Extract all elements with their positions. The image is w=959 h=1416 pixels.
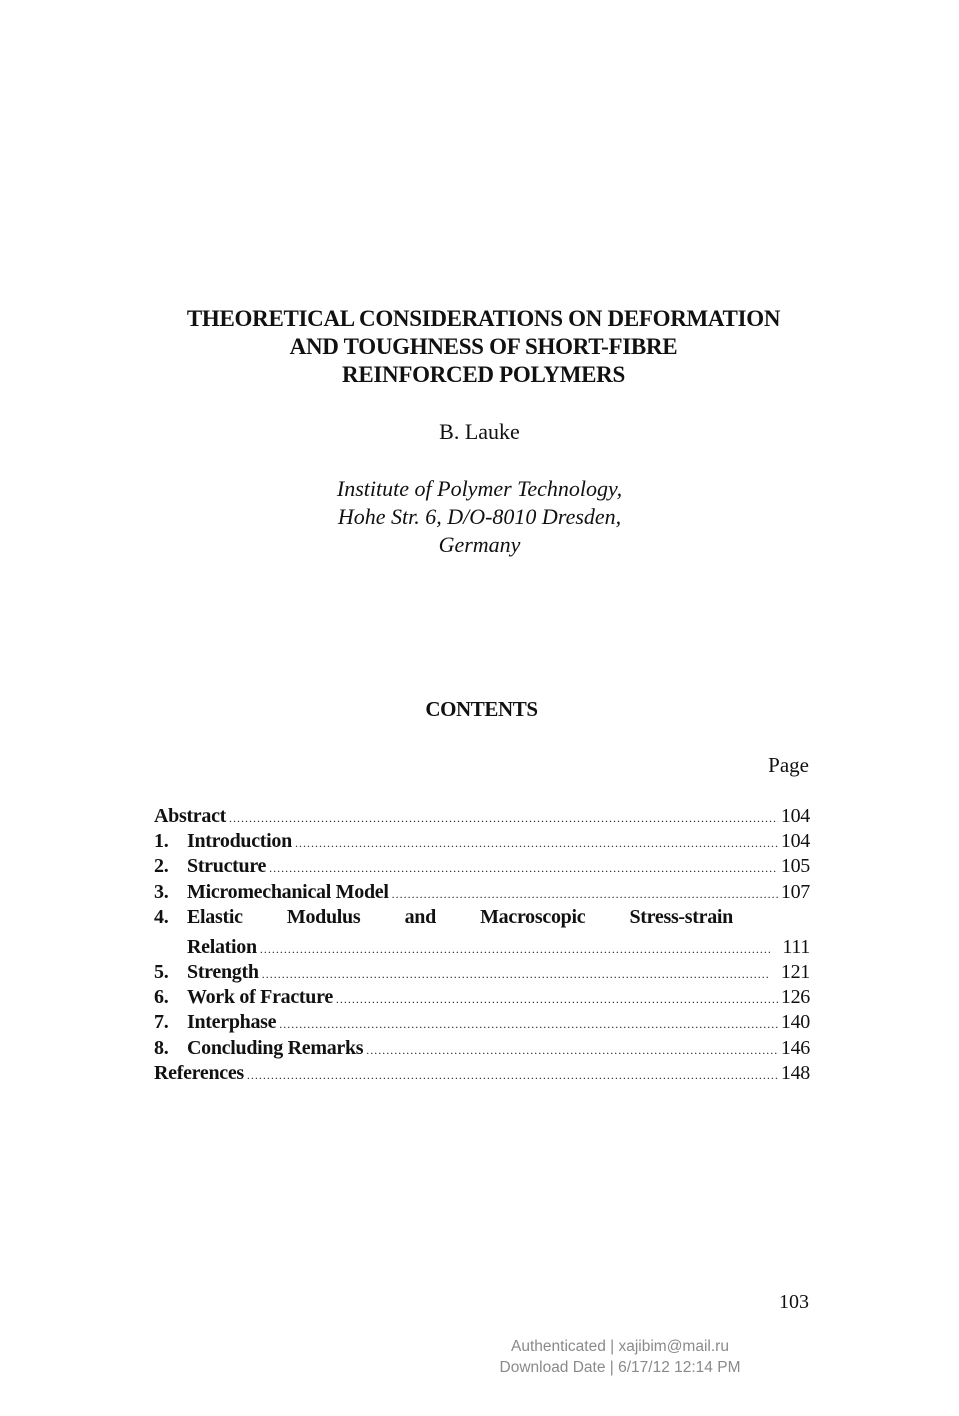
toc-entry-number: 5.: [154, 960, 169, 983]
leader-dots: [262, 962, 769, 987]
authentication-watermark: [430, 1336, 810, 1378]
page-number: 103: [779, 1291, 809, 1313]
toc-entry-label: Strength: [187, 960, 259, 983]
affiliation-line: Germany: [438, 532, 521, 557]
toc-entry-page: 107: [780, 880, 810, 903]
toc-entry-elastic-modulus-continued[interactable]: [154, 935, 810, 960]
toc-label-word: and: [404, 905, 436, 928]
leader-dots: [260, 937, 771, 962]
toc-entry-work-of-fracture[interactable]: [154, 985, 810, 1010]
toc-entry-number: 6.: [154, 986, 169, 1009]
leader-dots: [392, 882, 778, 907]
affiliation: [0, 475, 959, 559]
toc-entry-page: 148: [780, 1061, 810, 1084]
leader-dots: [229, 806, 778, 831]
toc-entry-page: 105: [780, 855, 810, 878]
toc-entry-number: 1.: [154, 830, 169, 853]
toc-entry-label: Introduction: [187, 830, 292, 853]
toc-entry-number: 3.: [154, 880, 169, 903]
leader-dots: [269, 856, 778, 881]
toc-label-word: Elastic: [187, 905, 243, 928]
toc-entry-page: 121: [780, 960, 810, 983]
toc-entry-page: 126: [780, 986, 810, 1009]
toc-entry-number: 4.: [154, 905, 169, 928]
toc-entry-page: 104: [780, 830, 810, 853]
toc-entry-strength[interactable]: [154, 960, 810, 985]
leader-dots: [336, 987, 778, 1012]
toc-entry-number: 2.: [154, 855, 169, 878]
auth-line: Authenticated | xajibim@mail.ru: [511, 1338, 729, 1355]
toc-entry-page: 104: [780, 805, 810, 827]
toc-entry-structure[interactable]: [154, 854, 810, 879]
title-line: AND TOUGHNESS OF SHORT-FIBRE: [289, 334, 678, 359]
toc-entry-references[interactable]: [154, 1061, 810, 1086]
title-line: REINFORCED POLYMERS: [342, 362, 625, 387]
toc-entry-number: 8.: [154, 1036, 169, 1059]
toc-entry-label: Concluding Remarks: [187, 1036, 364, 1059]
toc-entry-number: 7.: [154, 1011, 169, 1034]
author-name: B. Lauke: [439, 419, 520, 444]
auth-line: Download Date | 6/17/12 12:14 PM: [499, 1359, 741, 1376]
toc-entry-interphase[interactable]: [154, 1010, 810, 1035]
leader-dots: [279, 1012, 778, 1037]
toc-entry-abstract[interactable]: [154, 804, 810, 829]
toc-entry-label: Relation: [187, 935, 257, 958]
page-column-label: Page: [768, 753, 809, 777]
toc-entry-label: Structure: [187, 855, 267, 878]
leader-dots: [295, 831, 778, 856]
title-line: THEORETICAL CONSIDERATIONS ON DEFORMATION: [186, 306, 781, 331]
toc-entry-page: 111: [782, 935, 810, 958]
toc-entry-label: Micromechanical Model: [187, 880, 389, 903]
article-title: [120, 305, 847, 389]
affiliation-line: Institute of Polymer Technology,: [336, 476, 623, 501]
leader-dots: [366, 1038, 778, 1063]
toc-entry-micromechanical-model[interactable]: [154, 880, 810, 905]
toc-label-word: Modulus: [286, 905, 361, 928]
toc-entry-elastic-modulus[interactable]: [154, 905, 810, 935]
table-of-contents: [154, 804, 810, 1086]
toc-entry-label: Abstract: [154, 805, 227, 827]
toc-entry-page: 140: [780, 1011, 810, 1034]
toc-entry-label: [187, 905, 733, 930]
toc-entry-label: Work of Fracture: [187, 986, 333, 1009]
toc-entry-label: Interphase: [187, 1011, 277, 1034]
toc-entry-page: 146: [780, 1036, 810, 1059]
toc-entry-concluding-remarks[interactable]: [154, 1036, 810, 1061]
toc-entry-introduction[interactable]: [154, 829, 810, 854]
toc-label-word: Stress-strain: [629, 905, 733, 928]
affiliation-line: Hohe Str. 6, D/O-8010 Dresden,: [337, 504, 622, 529]
contents-heading: CONTENTS: [425, 697, 538, 721]
toc-label-word: Macroscopic: [480, 905, 586, 928]
leader-dots: [247, 1063, 778, 1088]
toc-entry-label: References: [154, 1061, 244, 1084]
